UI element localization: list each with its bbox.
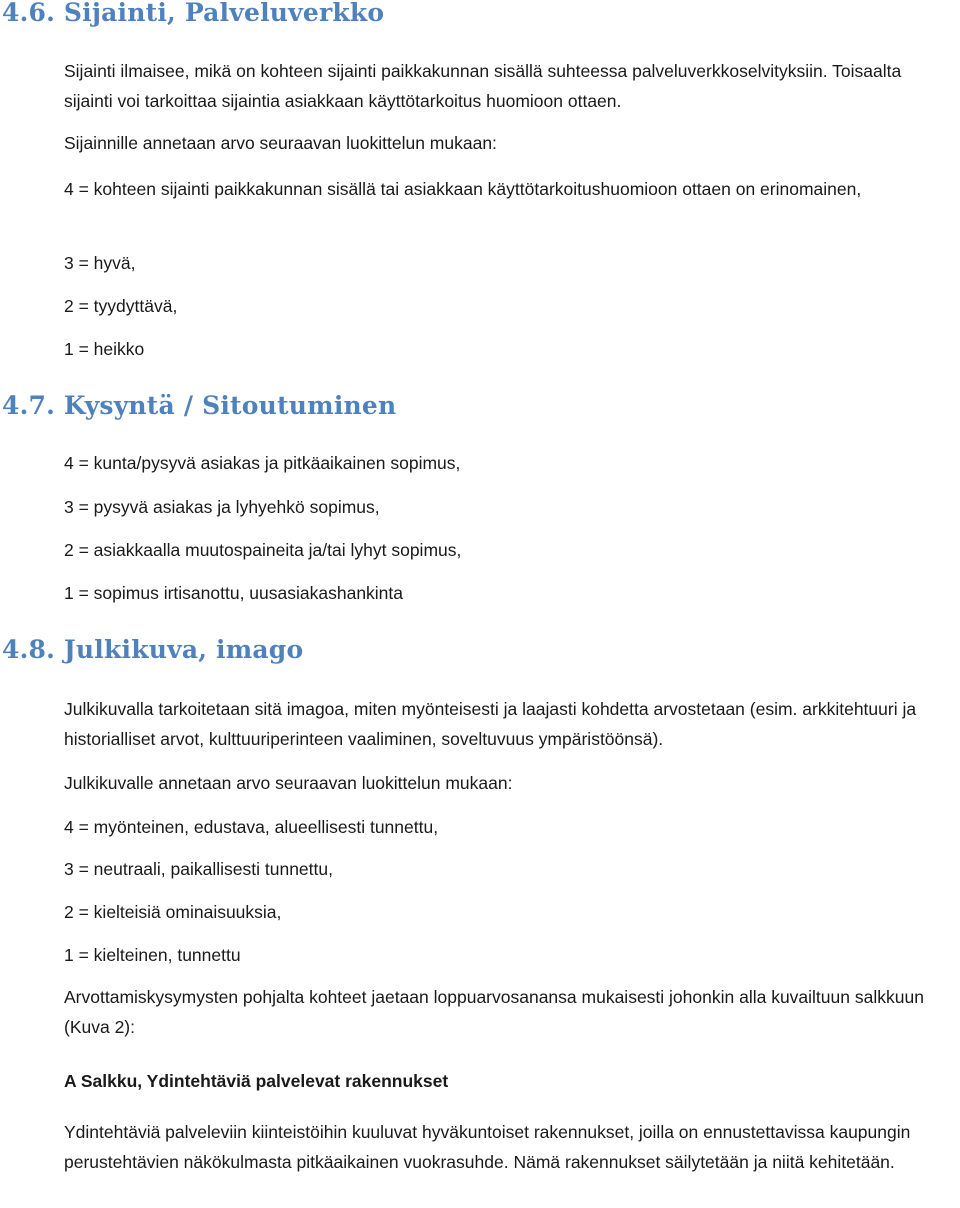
section-heading-4-6: 4.6. Sijainti, Palveluverkko: [2, 0, 385, 27]
list-item-image-2: 2 = kielteisiä ominaisuuksia,: [64, 902, 282, 922]
list-item-location-4: 4 = kohteen sijainti paikkakunnan sisällä tai asiakkaan käyttötarkoitushuomioon ottaen on erinomainen,: [64, 179, 862, 199]
paragraph-image-intro: Julkikuvalla tarkoitetaan sitä imagoa, miten myönteisesti ja laajasti kohdetta arvostetaan (esim. arkkitehtuuri ja historialliset arvot, kulttuuriperinteen vaaliminen, soveltuvuus ympäristöönsä).: [64, 699, 917, 749]
list-item-image-1: 1 = kielteinen, tunnettu: [64, 945, 241, 965]
paragraph-location-scale-intro: Sijainnille annetaan arvo seuraavan luokittelun mukaan:: [64, 133, 497, 153]
paragraph-image-scale-intro: Julkikuvalle annetaan arvo seuraavan luokittelun mukaan:: [64, 773, 513, 793]
section-heading-4-8: 4.8. Julkikuva, imago: [2, 635, 304, 664]
list-item-image-3: 3 = neutraali, paikallisesti tunnettu,: [64, 859, 333, 879]
list-item-demand-3: 3 = pysyvä asiakas ja lyhyehkö sopimus,: [64, 497, 380, 517]
list-item-location-2: 2 = tyydyttävä,: [64, 296, 178, 316]
subheading-portfolio-a: A Salkku, Ydintehtäviä palvelevat rakennukset: [64, 1071, 449, 1091]
list-item-demand-4: 4 = kunta/pysyvä asiakas ja pitkäaikainen sopimus,: [64, 453, 461, 473]
list-item-image-4: 4 = myönteinen, edustava, alueellisesti tunnettu,: [64, 817, 439, 837]
paragraph-portfolio-a-description: Ydintehtäviä palveleviin kiinteistöihin kuuluvat hyväkuntoiset rakennukset, joilla on ennustettavissa kaupungin perustehtävien näkökulmasta pitkäaikainen vuokrasuhde. Nämä rakennukset säilytetään ja niitä kehitetään.: [64, 1122, 911, 1172]
section-heading-4-7: 4.7. Kysyntä / Sitoutuminen: [2, 391, 397, 420]
paragraph-location-intro: Sijainti ilmaisee, mikä on kohteen sijainti paikkakunnan sisällä suhteessa palveluverkkoselvityksiin. Toisaalta sijainti voi tarkoittaa sijaintia asiakkaan käyttötarkoitus huomioon ottaen.: [64, 61, 902, 111]
list-item-demand-2: 2 = asiakkaalla muutospaineita ja/tai lyhyt sopimus,: [64, 540, 462, 560]
paragraph-portfolio-intro: Arvottamiskysymysten pohjalta kohteet jaetaan loppuarvosanansa mukaisesti johonkin alla kuvailtuun salkkuun (Kuva 2):: [64, 987, 924, 1037]
list-item-demand-1: 1 = sopimus irtisanottu, uusasiakashankinta: [64, 583, 404, 603]
list-item-location-3: 3 = hyvä,: [64, 253, 136, 273]
list-item-location-1: 1 = heikko: [64, 339, 145, 359]
